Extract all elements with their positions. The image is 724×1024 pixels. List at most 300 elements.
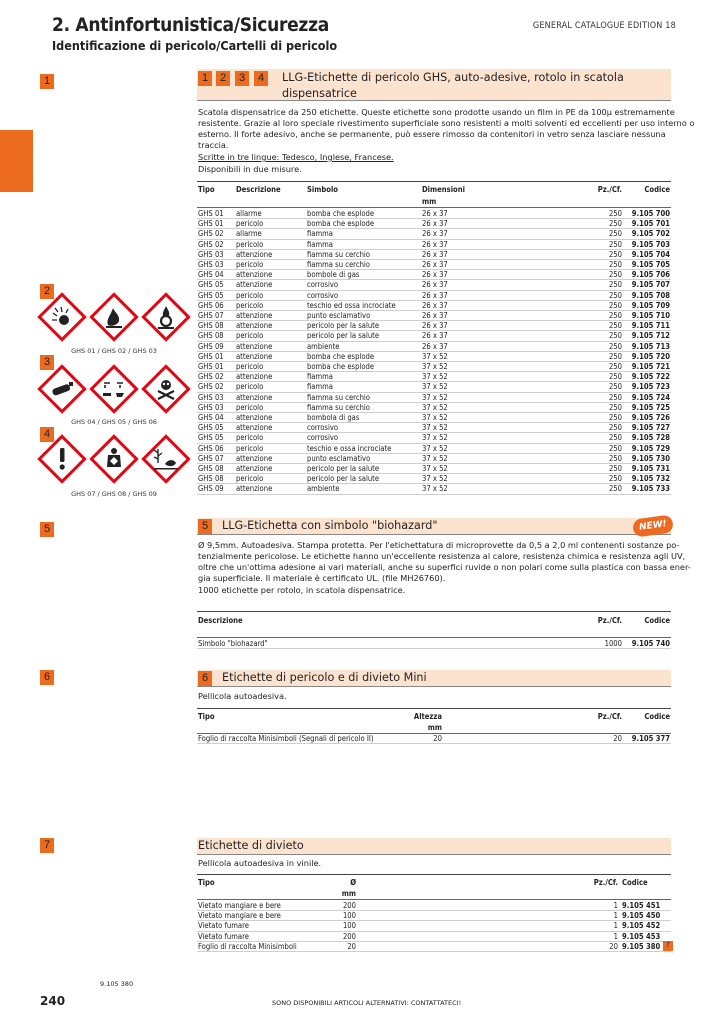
cell-tipo: GHS 09 <box>198 341 224 351</box>
cell-codice: 9.105 727 <box>631 423 670 433</box>
cell-tipo: GHS 07 <box>198 453 224 463</box>
cell-descrizione: attenzione <box>236 484 273 494</box>
cell-pz: 250 <box>608 311 622 320</box>
cell-dimensioni: 37 x 52 <box>422 453 448 463</box>
cell-dimensioni: 37 x 52 <box>422 392 448 402</box>
cell-simbolo: teschio ed ossa incrociate <box>307 300 396 310</box>
cell-tipo: GHS 03 <box>198 392 224 402</box>
footer-ref: 9.105 380 <box>100 980 134 988</box>
cell-codice: 9.105 729 <box>631 443 670 453</box>
cell-dimensioni: 37 x 52 <box>422 372 448 382</box>
cell-pz: 250 <box>608 249 622 259</box>
cell-pz: 250 <box>608 229 622 239</box>
cell-descrizione: attenzione <box>236 423 273 433</box>
cell-dimensioni: 26 x 37 <box>422 280 448 290</box>
ghs-caption-2: GHS 04 / GHS 05 / GHS 06 <box>71 418 157 426</box>
cell-simbolo: corrosivo <box>307 433 339 443</box>
table-row <box>197 734 671 744</box>
table-row <box>197 433 671 443</box>
col-header-dimensioni: Dimensioni <box>422 185 465 194</box>
cell-tipo: GHS 01 <box>198 209 224 218</box>
section-1-desc-3: esterno. Il forte adesivo, anche se permanente, può essere rimosso da contenitori in vetro senza lasciare nessuna <box>198 129 666 139</box>
section-5-desc-3: oltre che un'ottima adesione ai vari materiali, anche su superfici ruvide o non polari come sulla plastica con bassa ener- <box>198 562 691 572</box>
s5-cell-desc: Simbolo "biohazard" <box>198 639 268 648</box>
marker-7: 7 <box>40 838 54 853</box>
cell-codice: 9.105 728 <box>631 433 670 443</box>
cell-simbolo: fiamma su cerchio <box>307 260 370 269</box>
cell-pz: 250 <box>608 290 622 300</box>
cell-pz: 250 <box>608 300 622 310</box>
cell-descrizione: attenzione <box>236 453 273 463</box>
section-tag-2: 2 <box>216 71 230 86</box>
cell-pz: 20 <box>609 941 618 951</box>
s6-col-header-pz: Pz./Cf. <box>597 712 622 721</box>
cell-tipo: GHS 08 <box>198 464 224 473</box>
cell-codice: 9.105 731 <box>631 464 670 473</box>
cell-descrizione: pericolo <box>236 362 264 371</box>
cell-tipo: GHS 07 <box>198 311 224 320</box>
cell-simbolo: bomba che esplode <box>307 351 375 361</box>
ghs02-flame-icon <box>91 294 136 339</box>
table-row <box>197 444 671 454</box>
cell-dimensioni: 26 x 37 <box>422 290 448 300</box>
table-row <box>197 219 671 229</box>
cell-simbolo: punto esclamativo <box>307 453 371 463</box>
col-header-descrizione: Descrizione <box>236 185 281 194</box>
cell-simbolo: pericolo per la salute <box>307 474 380 484</box>
section-1-header-rule <box>197 207 671 208</box>
cell-dimensioni: 37 x 52 <box>422 351 448 361</box>
cell-descrizione: pericolo <box>236 443 264 453</box>
cell-tipo: GHS 04 <box>198 270 224 280</box>
cell-dimensioni: 26 x 37 <box>422 331 448 341</box>
s6-col-header-tipo: Tipo <box>198 712 215 721</box>
cell-codice: 9.105 703 <box>631 239 670 249</box>
cell-pz: 250 <box>608 392 622 402</box>
s6-cell-code: 9.105 377 <box>631 734 670 743</box>
cell-descrizione: attenzione <box>236 372 273 382</box>
marker-1: 1 <box>40 74 54 89</box>
table-row <box>197 311 671 321</box>
cell-pz: 250 <box>608 331 622 341</box>
table-row <box>197 942 671 952</box>
cell-dimensioni: 37 x 52 <box>422 484 448 494</box>
cell-dimensioni: 26 x 37 <box>422 260 448 269</box>
section-6-desc: Pellicola autoadesiva. <box>198 691 287 701</box>
cell-pz: 250 <box>608 402 622 412</box>
s6-cell-pz: 20 <box>613 734 622 743</box>
col-header-codice: Codice <box>644 185 670 194</box>
table-row <box>197 639 671 649</box>
ghs09-environment-icon <box>143 436 188 481</box>
cell-diametro: 200 <box>342 901 356 910</box>
s7-col-header-codice: Codice <box>622 878 648 887</box>
cell-simbolo: fiamma <box>307 372 333 382</box>
cell-diametro: 200 <box>342 931 356 941</box>
cell-tipo: GHS 06 <box>198 443 224 453</box>
cell-codice: 9.105 712 <box>631 331 670 341</box>
section-6-title: Etichette di pericolo e di divieto Mini <box>222 671 427 684</box>
cell-simbolo: fiamma <box>307 239 333 249</box>
table-row <box>197 474 671 484</box>
cell-descrizione: pericolo <box>236 219 264 229</box>
cell-dimensioni: 37 x 52 <box>422 423 448 433</box>
table-row <box>197 280 671 290</box>
table-row <box>197 454 671 464</box>
new-badge: NEW! <box>632 514 674 537</box>
cell-tipo: GHS 05 <box>198 290 224 300</box>
cell-simbolo: pericolo per la salute <box>307 321 380 331</box>
cell-tipo: GHS 02 <box>198 239 224 249</box>
section-1-languages: Scritte in tre lingue: Tedesco, Inglese, Francese. <box>198 152 394 162</box>
cell-pz: 250 <box>608 362 622 371</box>
section-5-desc-1: Ø 9,5mm. Autoadesiva. Stampa protetta. Per l'etichettatura di microprovette da 0,5 a 2,0 ml contenenti sostanze po- <box>198 540 680 550</box>
cell-simbolo: corrosivo <box>307 290 339 300</box>
table-row <box>197 260 671 270</box>
table-row <box>197 229 671 239</box>
cell-codice: 9.105 380 <box>622 941 661 951</box>
cell-dimensioni: 26 x 37 <box>422 249 448 259</box>
section-tag-4: 4 <box>254 71 268 86</box>
section-tag-5: 5 <box>198 519 212 534</box>
cell-tipo: GHS 05 <box>198 280 224 290</box>
cell-descrizione: pericolo <box>236 402 264 412</box>
cell-codice: 9.105 702 <box>631 229 670 239</box>
cell-dimensioni: 26 x 37 <box>422 270 448 280</box>
section-5-desc-5: 1000 etichette per rotolo, in scatola dispensatrice. <box>198 585 406 595</box>
table-row <box>197 484 671 494</box>
cell-codice: 9.105 723 <box>631 382 670 392</box>
cell-pz: 250 <box>608 260 622 269</box>
cell-tipo: GHS 03 <box>198 402 224 412</box>
ghs08-health-hazard-icon <box>91 436 136 481</box>
page-title: 2. Antinfortunistica/Sicurezza <box>52 14 329 36</box>
cell-dimensioni: 37 x 52 <box>422 402 448 412</box>
cell-simbolo: fiamma su cerchio <box>307 249 370 259</box>
ghs01-exploding-bomb-icon <box>39 294 84 339</box>
table-row <box>197 393 671 403</box>
cell-descrizione: attenzione <box>236 341 273 351</box>
cell-pz: 250 <box>608 433 622 443</box>
cell-descrizione: attenzione <box>236 351 273 361</box>
cell-simbolo: ambiente <box>307 341 340 351</box>
cell-simbolo: corrosivo <box>307 423 339 433</box>
cell-pz: 250 <box>608 239 622 249</box>
marker-6: 6 <box>40 670 54 685</box>
cell-dimensioni: 26 x 37 <box>422 239 448 249</box>
cell-tipo: GHS 09 <box>198 484 224 494</box>
section-tag-6: 6 <box>198 671 212 686</box>
col-header-mm: mm <box>422 197 437 206</box>
table-row <box>197 382 671 392</box>
section-7-title: Etichette di divieto <box>198 839 304 852</box>
cell-simbolo: bombola di gas <box>307 413 360 422</box>
cell-codice: 9.105 725 <box>631 402 670 412</box>
table-row <box>197 301 671 311</box>
cell-tipo: GHS 08 <box>198 331 224 341</box>
section-5-desc-4: gia superficiale. Il materiale è certificato UL. (file MH26760). <box>198 573 446 583</box>
cell-pz: 250 <box>608 321 622 331</box>
cell-codice: 9.105 730 <box>631 453 670 463</box>
cell-simbolo: bomba che esplode <box>307 362 375 371</box>
s7-col-header-tipo: Tipo <box>198 878 215 887</box>
s6-cell-altezza: 20 <box>433 734 442 743</box>
page-number: 240 <box>40 994 66 1008</box>
table-row <box>197 911 671 921</box>
cell-codice: 9.105 733 <box>631 484 670 494</box>
table-row <box>197 250 671 260</box>
cell-descrizione: pericolo <box>236 382 264 392</box>
section-1-sizes: Disponibili in due misure. <box>198 164 302 174</box>
ghs07-exclamation-mark-icon <box>39 436 84 481</box>
cell-descrizione: attenzione <box>236 311 273 320</box>
marker-2: 2 <box>40 284 54 299</box>
cell-tipo: Vietato fumare <box>198 921 249 931</box>
cell-dimensioni: 37 x 52 <box>422 362 448 371</box>
cell-codice: 9.105 704 <box>631 249 670 259</box>
table-row <box>197 372 671 382</box>
table-row <box>197 342 671 352</box>
s5-cell-pz: 1000 <box>604 639 622 648</box>
table-row <box>197 921 671 931</box>
cell-tipo: Vietato mangiare e bere <box>198 901 281 910</box>
cell-codice: 9.105 452 <box>622 921 661 931</box>
row-marker-7: 7 <box>663 941 673 951</box>
section-7-table-top-rule <box>197 874 671 875</box>
cell-pz: 250 <box>608 219 622 229</box>
s5-col-header-pz: Pz./Cf. <box>597 616 622 625</box>
cell-codice: 9.105 726 <box>631 413 670 422</box>
cell-dimensioni: 26 x 37 <box>422 321 448 331</box>
s5-cell-code: 9.105 740 <box>631 639 670 648</box>
cell-descrizione: allarme <box>236 209 262 218</box>
ghs-caption-1: GHS 01 / GHS 02 / GHS 03 <box>71 347 157 355</box>
cell-descrizione: pericolo <box>236 300 264 310</box>
cell-descrizione: attenzione <box>236 249 273 259</box>
cell-tipo: GHS 04 <box>198 413 224 422</box>
cell-tipo: GHS 02 <box>198 382 224 392</box>
cell-simbolo: fiamma <box>307 229 333 239</box>
cell-descrizione: attenzione <box>236 464 273 473</box>
cell-dimensioni: 26 x 37 <box>422 209 448 218</box>
cell-tipo: GHS 03 <box>198 260 224 269</box>
cell-simbolo: pericolo per la salute <box>307 464 380 473</box>
cell-descrizione: pericolo <box>236 474 264 484</box>
cell-tipo: GHS 08 <box>198 474 224 484</box>
cell-codice: 9.105 700 <box>631 209 670 218</box>
cell-tipo: GHS 01 <box>198 362 224 371</box>
cell-simbolo: ambiente <box>307 484 340 494</box>
cell-descrizione: pericolo <box>236 290 264 300</box>
ghs06-skull-crossbones-icon <box>143 366 188 411</box>
cell-dimensioni: 37 x 52 <box>422 474 448 484</box>
table-row <box>197 423 671 433</box>
table-row <box>197 403 671 413</box>
cell-pz: 250 <box>608 423 622 433</box>
cell-descrizione: attenzione <box>236 413 273 422</box>
section-7-header-rule <box>197 899 671 900</box>
section-tag-3: 3 <box>235 71 249 86</box>
cell-simbolo: teschio e ossa incrociate <box>307 443 392 453</box>
section-5-header-rule <box>197 637 671 638</box>
s7-col-header-pz: Pz./Cf. <box>593 878 618 887</box>
s7-col-header-mm: mm <box>341 889 356 898</box>
cell-codice: 9.105 701 <box>631 219 670 229</box>
cell-dimensioni: 37 x 52 <box>422 382 448 392</box>
col-header-simbolo: Simbolo <box>307 185 338 194</box>
cell-codice: 9.105 724 <box>631 392 670 402</box>
footer-note: SONO DISPONIBILI ARTICOLI ALTERNATIVI: CONTATTATECI! <box>272 999 462 1007</box>
cell-tipo: GHS 01 <box>198 219 224 229</box>
s6-col-header-altezza: Altezza <box>413 712 442 721</box>
s5-col-header-descrizione: Descrizione <box>198 616 243 625</box>
cell-codice: 9.105 709 <box>631 300 670 310</box>
cell-tipo: GHS 01 <box>198 351 224 361</box>
cell-pz: 1 <box>613 921 618 931</box>
cell-codice: 9.105 451 <box>622 901 661 910</box>
ghs03-flame-over-circle-icon <box>143 294 188 339</box>
cell-dimensioni: 26 x 37 <box>422 300 448 310</box>
table-row <box>197 270 671 280</box>
col-header-tipo: Tipo <box>198 185 215 194</box>
ghs-row-3 <box>34 432 194 488</box>
section-tag-1: 1 <box>198 71 212 86</box>
col-header-pz: Pz./Cf. <box>597 185 622 194</box>
section-5-table-top-rule <box>197 611 671 612</box>
ghs-row-1 <box>34 290 194 346</box>
cell-codice: 9.105 722 <box>631 372 670 382</box>
cell-tipo: GHS 06 <box>198 300 224 310</box>
section-1-desc-2: resistente. Grazie al loro speciale rivestimento superficiale sono resistenti a molti solventi ed eccellenti per uso interno o <box>198 118 695 128</box>
cell-pz: 250 <box>608 464 622 473</box>
cell-diametro: 100 <box>342 911 356 921</box>
page-subtitle: Identificazione di pericolo/Cartelli di pericolo <box>52 38 338 53</box>
cell-pz: 250 <box>608 474 622 484</box>
cell-codice: 9.105 453 <box>622 931 661 941</box>
cell-codice: 9.105 706 <box>631 270 670 280</box>
cell-simbolo: fiamma su cerchio <box>307 402 370 412</box>
cell-dimensioni: 26 x 37 <box>422 229 448 239</box>
s6-col-header-codice: Codice <box>644 712 670 721</box>
cell-descrizione: pericolo <box>236 260 264 269</box>
section-5-title: LLG-Etichetta con simbolo "biohazard" <box>222 519 438 532</box>
cell-tipo: Vietato fumare <box>198 931 249 941</box>
cell-simbolo: bombole di gas <box>307 270 360 280</box>
cell-dimensioni: 26 x 37 <box>422 219 448 229</box>
table-row <box>197 413 671 423</box>
cell-diametro: 20 <box>347 941 356 951</box>
table-row <box>197 209 671 219</box>
cell-pz: 1 <box>613 931 618 941</box>
cell-descrizione: attenzione <box>236 270 273 280</box>
table-row <box>197 464 671 474</box>
cell-simbolo: pericolo per la salute <box>307 331 380 341</box>
section-1-title-line1: LLG-Etichette di pericolo GHS, auto-adesive, rotolo in scatola <box>282 71 624 84</box>
ghs-caption-3: GHS 07 / GHS 08 / GHS 09 <box>71 490 157 498</box>
cell-pz: 1 <box>613 911 618 921</box>
section-1-table-top-rule <box>197 181 671 182</box>
cell-codice: 9.105 720 <box>631 351 670 361</box>
cell-codice: 9.105 707 <box>631 280 670 290</box>
section-1-desc-4: traccia. <box>198 140 229 150</box>
cell-codice: 9.105 721 <box>631 362 670 371</box>
table-row <box>197 321 671 331</box>
cell-simbolo: fiamma su cerchio <box>307 392 370 402</box>
cell-tipo: GHS 05 <box>198 433 224 443</box>
cell-pz: 250 <box>608 443 622 453</box>
cell-descrizione: attenzione <box>236 321 273 331</box>
section-5-desc-2: tenzialmente pericolose. Le etichette hanno un'eccellente resistenza al calore, resistenza chimica e resistenza agli UV, <box>198 551 686 561</box>
section-1-desc-1: Scatola dispensatrice da 250 etichette. Queste etichette sono prodotte usando un film in PE da 100µ estremamente <box>198 107 675 117</box>
cell-codice: 9.105 713 <box>631 341 670 351</box>
marker-3: 3 <box>40 355 54 370</box>
table-row <box>197 240 671 250</box>
cell-tipo: GHS 03 <box>198 249 224 259</box>
cell-descrizione: pericolo <box>236 239 264 249</box>
cell-diametro: 100 <box>342 921 356 931</box>
cell-dimensioni: 37 x 52 <box>422 413 448 422</box>
cell-codice: 9.105 710 <box>631 311 670 320</box>
cell-tipo: Vietato mangiare e bere <box>198 911 281 921</box>
cell-simbolo: fiamma <box>307 382 333 392</box>
cell-pz: 250 <box>608 209 622 218</box>
cell-pz: 250 <box>608 270 622 280</box>
table-row <box>197 291 671 301</box>
cell-codice: 9.105 705 <box>631 260 670 269</box>
catalogue-edition: GENERAL CATALOGUE EDITION 18 <box>532 21 676 31</box>
cell-simbolo: corrosivo <box>307 280 339 290</box>
cell-codice: 9.105 732 <box>631 474 670 484</box>
cell-simbolo: bomba che esplode <box>307 209 375 218</box>
cell-tipo: GHS 08 <box>198 321 224 331</box>
cell-codice: 9.105 450 <box>622 911 661 921</box>
cell-pz: 250 <box>608 341 622 351</box>
cell-descrizione: attenzione <box>236 280 273 290</box>
ghs04-gas-cylinder-icon <box>39 366 84 411</box>
cell-pz: 250 <box>608 372 622 382</box>
cell-tipo: GHS 05 <box>198 423 224 433</box>
cell-simbolo: punto esclamativo <box>307 311 371 320</box>
table-row <box>197 901 671 911</box>
side-tab-marker <box>0 130 33 192</box>
table-row <box>197 352 671 362</box>
table-row <box>197 932 671 942</box>
cell-tipo: GHS 02 <box>198 372 224 382</box>
cell-dimensioni: 37 x 52 <box>422 443 448 453</box>
cell-descrizione: pericolo <box>236 331 264 341</box>
marker-5: 5 <box>40 522 54 537</box>
cell-pz: 250 <box>608 280 622 290</box>
cell-pz: 250 <box>608 453 622 463</box>
table-row <box>197 331 671 341</box>
cell-pz: 250 <box>608 351 622 361</box>
section-1-title-line2: dispensatrice <box>282 87 357 100</box>
table-row <box>197 362 671 372</box>
ghs05-corrosion-icon <box>91 366 136 411</box>
cell-dimensioni: 37 x 52 <box>422 464 448 473</box>
section-7-desc: Pellicola autoadesiva in vinile. <box>198 858 322 868</box>
cell-dimensioni: 26 x 37 <box>422 311 448 320</box>
cell-tipo: Foglio di raccolta Minisimboli <box>198 941 297 951</box>
cell-tipo: GHS 02 <box>198 229 224 239</box>
cell-pz: 250 <box>608 484 622 494</box>
cell-descrizione: attenzione <box>236 392 273 402</box>
s6-cell-tipo: Foglio di raccolta Minisimboli (Segnali di pericolo II) <box>198 734 374 743</box>
marker-4: 4 <box>40 427 54 442</box>
s5-col-header-codice: Codice <box>644 616 670 625</box>
s6-col-header-mm: mm <box>427 723 442 732</box>
ghs-row-2 <box>34 362 194 418</box>
